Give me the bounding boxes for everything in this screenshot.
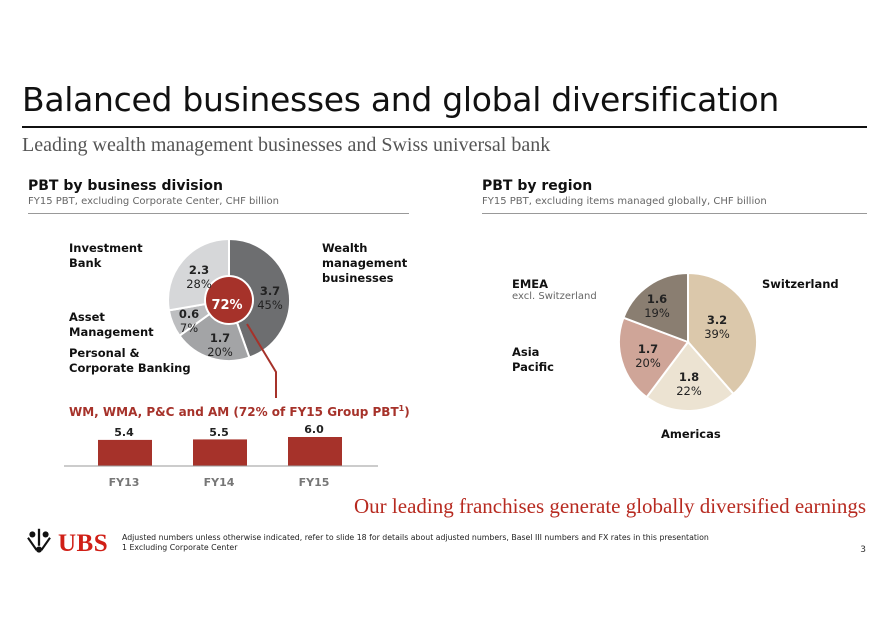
footnote-adjusted: Adjusted numbers unless otherwise indicated, refer to slide 18 for details about adjusted numbers, Basel III numbers and FX rates in this presentation <box>122 533 709 542</box>
ubs-wordmark: UBS <box>58 530 109 557</box>
donut-value-am: 0.6 7% <box>178 307 200 335</box>
label-wealth-management: Wealth management businesses <box>322 241 408 285</box>
label-emea-sub: excl. Switzerland <box>512 291 597 302</box>
bar-value-fy15: 6.0 <box>304 423 324 436</box>
donut-center-percent: 72% <box>211 298 243 313</box>
label-personal-corporate-banking: Personal & Corporate Banking <box>69 346 191 375</box>
left-section-subheading: FY15 PBT, excluding Corporate Center, CHF billion <box>28 196 279 207</box>
wm-bar-1 <box>193 439 247 466</box>
left-section-heading: PBT by business division <box>28 178 223 194</box>
bar-category-fy14: FY14 <box>203 476 235 489</box>
region-value-emea: 1.6 19% <box>644 292 670 320</box>
right-section-subheading: FY15 PBT, excluding items managed globally, CHF billion <box>482 196 767 207</box>
label-asset-management: Asset Management <box>69 310 154 339</box>
slide-subtitle: Leading wealth management businesses and Swiss universal bank <box>22 134 551 156</box>
region-value-americas: 1.8 22% <box>676 370 702 398</box>
right-section-heading: PBT by region <box>482 178 593 194</box>
bar-value-fy14: 5.5 <box>209 426 229 439</box>
region-value-switzerland: 3.2 39% <box>704 313 730 341</box>
label-asia-pacific: Asia Pacific <box>512 345 554 374</box>
donut-value-wm: 3.7 45% <box>257 284 283 312</box>
bar-value-fy13: 5.4 <box>114 426 134 439</box>
region-value-apac: 1.7 20% <box>635 342 661 370</box>
label-americas: Americas <box>661 427 721 441</box>
wm-bar-0 <box>98 440 152 466</box>
label-switzerland: Switzerland <box>762 277 839 291</box>
slide-title: Balanced businesses and global diversification <box>22 80 780 119</box>
label-investment-bank: Investment Bank <box>69 241 143 270</box>
bar-category-fy15: FY15 <box>298 476 330 489</box>
label-emea: EMEA <box>512 277 549 291</box>
donut-value-ib: 2.3 28% <box>186 263 212 291</box>
bar-category-fy13: FY13 <box>108 476 140 489</box>
ubs-keys-logo-icon <box>22 525 56 559</box>
tagline: Our leading franchises generate globally diversified earnings <box>354 494 866 518</box>
page-number: 3 <box>860 545 866 555</box>
donut-value-pcb: 1.7 20% <box>207 331 233 359</box>
wm-bar-2 <box>288 437 342 466</box>
wm-bar-chart-heading: WM, WMA, P&C and AM (72% of FY15 Group PBT$^1$) <box>69 404 410 419</box>
footnote-1: 1 Excluding Corporate Center <box>122 543 238 552</box>
